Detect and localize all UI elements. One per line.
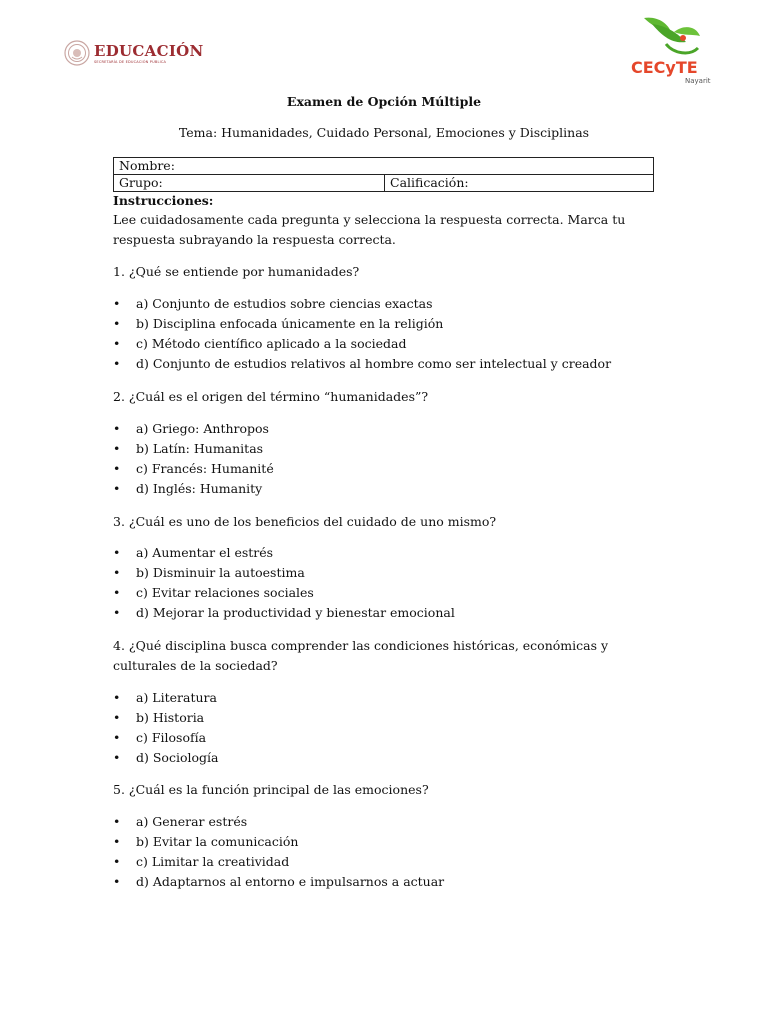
option-2d[interactable] bbox=[113, 479, 274, 499]
nombre-field[interactable]: Nombre: bbox=[114, 158, 654, 175]
option-1a[interactable] bbox=[113, 294, 611, 314]
option-text: b) Disciplina enfocada únicamente en la religión bbox=[136, 316, 444, 331]
exam-title: Examen de Opción Múltiple bbox=[286, 94, 482, 109]
bullet-icon: • bbox=[113, 481, 121, 496]
option-5b[interactable] bbox=[113, 832, 444, 852]
option-text: d) Conjunto de estudios relativos al hombre como ser intelectual y creador bbox=[136, 356, 612, 371]
options-list-4 bbox=[113, 688, 218, 768]
cecyte-leaf-icon bbox=[628, 14, 718, 60]
options-list-3 bbox=[113, 543, 455, 623]
bullet-icon: • bbox=[113, 336, 121, 351]
seal-icon bbox=[64, 40, 90, 66]
options-list-2 bbox=[113, 419, 274, 499]
option-4a[interactable] bbox=[113, 688, 218, 708]
bullet-icon: • bbox=[113, 874, 121, 889]
option-2b[interactable] bbox=[113, 439, 274, 459]
educacion-logo-subtitle: SECRETARÍA DE EDUCACIÓN PÚBLICA bbox=[94, 59, 167, 64]
option-text: a) Conjunto de estudios sobre ciencias exactas bbox=[136, 296, 433, 311]
bullet-icon: • bbox=[113, 814, 121, 829]
table-row bbox=[114, 158, 654, 175]
option-5c[interactable] bbox=[113, 852, 444, 872]
option-4c[interactable] bbox=[113, 728, 218, 748]
option-text: c) Filosofía bbox=[136, 730, 207, 745]
option-text: b) Disminuir la autoestima bbox=[136, 565, 305, 580]
option-4d[interactable] bbox=[113, 748, 218, 768]
educacion-logo bbox=[64, 37, 204, 69]
option-text: a) Generar estrés bbox=[136, 814, 248, 829]
question-5: 5. ¿Cuál es la función principal de las emociones? bbox=[113, 782, 429, 797]
option-2a[interactable] bbox=[113, 419, 274, 439]
option-5d[interactable] bbox=[113, 872, 444, 892]
bullet-icon: • bbox=[113, 316, 121, 331]
bullet-icon: • bbox=[113, 854, 121, 869]
option-2c[interactable] bbox=[113, 459, 274, 479]
bullet-icon: • bbox=[113, 545, 121, 560]
option-text: b) Latín: Humanitas bbox=[136, 441, 264, 456]
options-list-5 bbox=[113, 812, 444, 892]
bullet-icon: • bbox=[113, 750, 121, 765]
bullet-icon: • bbox=[113, 461, 121, 476]
bullet-icon: • bbox=[113, 296, 121, 311]
grupo-field[interactable]: Grupo: bbox=[114, 175, 385, 192]
option-4b[interactable] bbox=[113, 708, 218, 728]
educacion-logo-text: EDUCACIÓN bbox=[94, 41, 204, 60]
exam-topic: Tema: Humanidades, Cuidado Personal, Emociones y Disciplinas bbox=[178, 125, 590, 140]
calificacion-field[interactable]: Calificación: bbox=[385, 175, 654, 192]
bullet-icon: • bbox=[113, 605, 121, 620]
question-1: 1. ¿Qué se entiende por humanidades? bbox=[113, 264, 360, 279]
bullet-icon: • bbox=[113, 834, 121, 849]
bullet-icon: • bbox=[113, 730, 121, 745]
option-1c[interactable] bbox=[113, 334, 611, 354]
cecyte-logo-text: CECyTE bbox=[631, 58, 698, 77]
bullet-icon: • bbox=[113, 421, 121, 436]
student-info-table bbox=[113, 157, 654, 192]
cecyte-logo bbox=[628, 14, 718, 86]
bullet-icon: • bbox=[113, 690, 121, 705]
option-text: d) Inglés: Humanity bbox=[136, 481, 263, 496]
option-text: a) Griego: Anthropos bbox=[136, 421, 269, 436]
question-3: 3. ¿Cuál es uno de los beneficios del cuidado de uno mismo? bbox=[113, 514, 497, 529]
option-text: b) Evitar la comunicación bbox=[136, 834, 299, 849]
option-text: a) Aumentar el estrés bbox=[136, 545, 274, 560]
option-5a[interactable] bbox=[113, 812, 444, 832]
option-3a[interactable] bbox=[113, 543, 455, 563]
table-row bbox=[114, 175, 654, 192]
question-4: 4. ¿Qué disciplina busca comprender las condiciones históricas, económicas y culturales de la sociedad? bbox=[113, 638, 609, 673]
question-2: 2. ¿Cuál es el origen del término “humanidades”? bbox=[113, 389, 429, 404]
bullet-icon: • bbox=[113, 356, 121, 371]
bullet-icon: • bbox=[113, 565, 121, 580]
bullet-icon: • bbox=[113, 585, 121, 600]
bullet-icon: • bbox=[113, 710, 121, 725]
bullet-icon: • bbox=[113, 441, 121, 456]
option-text: c) Evitar relaciones sociales bbox=[136, 585, 314, 600]
option-text: c) Método científico aplicado a la sociedad bbox=[136, 336, 407, 351]
option-3d[interactable] bbox=[113, 603, 455, 623]
option-1b[interactable] bbox=[113, 314, 611, 334]
option-text: c) Francés: Humanité bbox=[136, 461, 274, 476]
option-text: a) Literatura bbox=[136, 690, 217, 705]
option-text: c) Limitar la creatividad bbox=[136, 854, 290, 869]
instructions-text: Lee cuidadosamente cada pregunta y selecciona la respuesta correcta. Marca tu respuesta subrayando la respuesta correcta. bbox=[113, 212, 626, 247]
option-1d[interactable] bbox=[113, 354, 611, 374]
option-text: d) Sociología bbox=[136, 750, 219, 765]
option-text: d) Mejorar la productividad y bienestar emocional bbox=[136, 605, 455, 620]
option-3b[interactable] bbox=[113, 563, 455, 583]
options-list-1 bbox=[113, 294, 611, 374]
option-text: d) Adaptarnos al entorno e impulsarnos a actuar bbox=[136, 874, 445, 889]
cecyte-logo-subtext: Nayarit bbox=[685, 77, 711, 85]
option-text: b) Historia bbox=[136, 710, 205, 725]
instructions-heading: Instrucciones: bbox=[113, 193, 214, 208]
option-3c[interactable] bbox=[113, 583, 455, 603]
